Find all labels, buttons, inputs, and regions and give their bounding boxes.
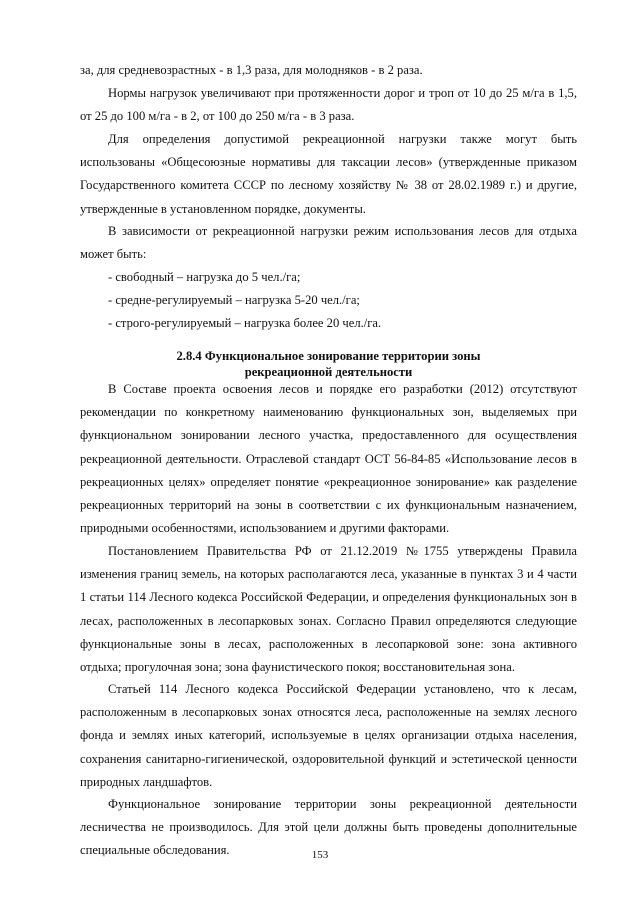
paragraph-modes-intro: В зависимости от рекреационной нагрузки режим использования лесов для отдыха может быть: bbox=[80, 224, 577, 262]
paragraph-article: Статьей 114 Лесного кодекса Российской Федерации установлено, что к лесам, расположенным в лесопарковых зонах относятся леса, расположенные на землях лесного фонда и землях иных категорий, используемые в целях организации отдыха населения, сохранения санитарно-гигиенической, оздоровительной функций и эстетической ценности природных ландшафтов. bbox=[80, 682, 577, 789]
section-heading-line1: 2.8.4 Функциональное зонирование территории зоны bbox=[176, 349, 481, 363]
page-number: 153 bbox=[311, 849, 329, 861]
paragraph-project: В Составе проекта освоения лесов и порядке его разработки (2012) отсутствуют рекомендации по конкретному наименованию функциональных зон, выделяемых при функциональном зонировании лесного участка, предоставленного для осуществления рекреационной деятельности. Отраслевой стандарт ОСТ 56-84-85 «Использование лесов в рекреационных целях» определяет понятие «рекреационное зонирование» как разделение рекреационных территорий на зоны в соответствии с их функциональным назначением, природными особенностями, использованием и другими факторами. bbox=[80, 382, 577, 536]
paragraph-determination: Для определения допустимой рекреационной нагрузки также могут быть использованы «Общесоюзные нормативы для таксации лесов» (утвержденные приказом Государственного комитета СССР по лесному хозяйству № 38 от 28.02.1989 г.) и другие, утвержденные в установленном порядке, документы. bbox=[80, 132, 577, 216]
paragraph-load-norms: Нормы нагрузок увеличивают при протяженности дорог и троп от 10 до 25 м/га в 1,5, от 25 до 100 м/га - в 2, от 100 до 250 м/га - в 3 раза. bbox=[80, 86, 577, 124]
paragraph-continued: за, для средневозрастных - в 1,3 раза, для молодняков - в 2 раза. bbox=[80, 63, 423, 77]
list-item-free: - свободный – нагрузка до 5 чел./га; bbox=[108, 270, 301, 284]
list-item-strict: - строго-регулируемый – нагрузка более 20 чел./га. bbox=[108, 316, 382, 330]
list-item-medium: - средне-регулируемый – нагрузка 5-20 чел./га; bbox=[108, 293, 360, 307]
paragraph-conclusion: Функциональное зонирование территории зоны рекреационной деятельности лесничества не производилось. Для этой цели должны быть проведены дополнительные специальные обследования. bbox=[80, 797, 577, 858]
section-heading-line2: рекреационной деятельности bbox=[244, 365, 413, 379]
paragraph-decree: Постановлением Правительства РФ от 21.12.2019 №1755 утверждены Правила изменения границ земель, на которых располагаются леса, указанные в пунктах 3 и 4 части 1 статьи 114 Лесного кодекса Российской Федерации, и определения функциональных зон в лесах, расположенных в лесопарковых зонах. Согласно Правил определяются следующие функциональные зоны в лесах, расположенных в лесопарковой зоне: зона активного отдыха; прогулочная зона; зона фаунистического покоя; восстановительная зона. bbox=[80, 544, 577, 675]
